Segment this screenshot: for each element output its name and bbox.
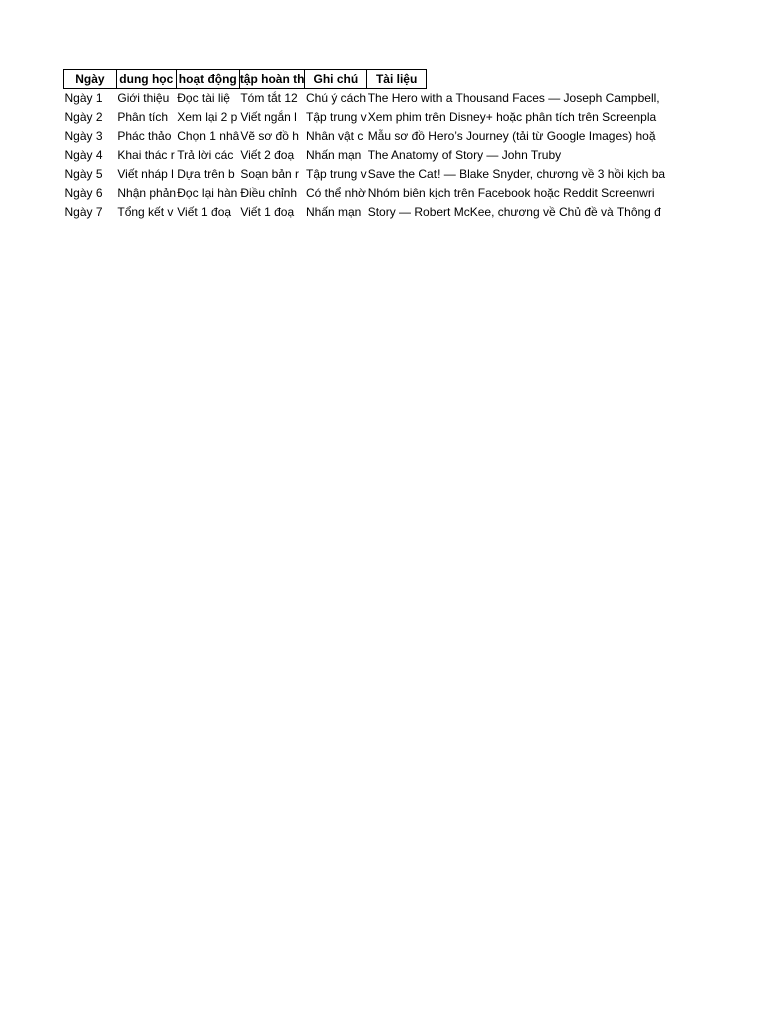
cell-content[interactable]: Phân tích [117, 110, 169, 124]
cell-exercise[interactable]: Tóm tắt 12 [240, 91, 298, 105]
cell-resources[interactable]: Nhóm biên kịch trên Facebook hoặc Reddit Screenwri [367, 186, 655, 200]
cell-day[interactable]: Ngày 7 [64, 205, 103, 219]
table-row [64, 203, 669, 222]
cell-activity[interactable]: Đọc tài liệ [177, 91, 230, 105]
cell-exercise[interactable]: Điều chỉnh [240, 186, 298, 200]
cell-content[interactable]: Giới thiệu [117, 91, 170, 105]
cell-notes[interactable]: Nhân vật c [305, 129, 364, 143]
cell-resources[interactable]: Xem phim trên Disney+ hoặc phân tích trên Screenpla [367, 110, 657, 124]
header-cell-notes[interactable]: Ghi chú [305, 70, 367, 89]
cell-resources[interactable]: Mẫu sơ đồ Hero’s Journey (tải từ Google Images) hoặ [367, 129, 656, 143]
header-row [64, 70, 669, 89]
cell-exercise[interactable]: Viết 2 đoạ [240, 148, 295, 162]
schedule-table [63, 69, 668, 222]
cell-content[interactable]: Viết nháp l [117, 167, 174, 181]
cell-day[interactable]: Ngày 1 [64, 91, 103, 105]
cell-activity[interactable]: Đọc lại hàn [177, 186, 238, 200]
cell-resources[interactable]: Story — Robert McKee, chương về Chủ đề và Thông đ [367, 205, 661, 219]
cell-activity[interactable]: Chọn 1 nhâ [177, 129, 240, 143]
header-cell-exercise[interactable]: tập hoàn th [239, 70, 305, 89]
cell-notes[interactable]: Nhấn mạn [305, 148, 362, 162]
table-row [64, 184, 669, 203]
spreadsheet-area [63, 69, 668, 222]
cell-content[interactable]: Khai thác r [117, 148, 175, 162]
cell-resources[interactable]: The Anatomy of Story — John Truby [367, 148, 562, 162]
header-cell-day[interactable]: Ngày [64, 70, 117, 89]
cell-notes[interactable]: Tập trung v [305, 110, 367, 124]
cell-exercise[interactable]: Vẽ sơ đồ h [240, 129, 299, 143]
table-row [64, 89, 669, 109]
cell-exercise[interactable]: Viết 1 đoạ [240, 205, 295, 219]
header-cell-resources[interactable]: Tài liệu [367, 70, 427, 89]
cell-activity[interactable]: Trả lời các [177, 148, 234, 162]
table-row [64, 165, 669, 184]
cell-content[interactable]: Nhận phản [117, 186, 177, 200]
header-cell-content[interactable]: dung học [116, 70, 176, 89]
cell-day[interactable]: Ngày 4 [64, 148, 103, 162]
header-cell-activity[interactable]: hoạt động [176, 70, 239, 89]
cell-notes[interactable]: Có thể nhờ [305, 186, 366, 200]
cell-exercise[interactable]: Soạn bản r [240, 167, 300, 181]
cell-exercise[interactable]: Viết ngắn l [240, 110, 297, 124]
cell-activity[interactable]: Xem lại 2 p [177, 110, 238, 124]
cell-day[interactable]: Ngày 6 [64, 186, 103, 200]
header-cell-blank[interactable] [427, 70, 668, 89]
cell-notes[interactable]: Tập trung v [305, 167, 367, 181]
cell-content[interactable]: Phác thảo [117, 129, 172, 143]
cell-activity[interactable]: Dựa trên b [177, 167, 235, 181]
cell-resources[interactable]: Save the Cat! — Blake Snyder, chương về 3 hồi kịch ba [367, 167, 666, 181]
cell-day[interactable]: Ngày 3 [64, 129, 103, 143]
cell-notes[interactable]: Chú ý cách [305, 91, 367, 105]
cell-activity[interactable]: Viết 1 đoạ [177, 205, 232, 219]
table-row [64, 146, 669, 165]
cell-day[interactable]: Ngày 5 [64, 167, 103, 181]
cell-resources[interactable]: The Hero with a Thousand Faces — Joseph Campbell, [367, 91, 660, 105]
cell-day[interactable]: Ngày 2 [64, 110, 103, 124]
cell-content[interactable]: Tổng kết v [117, 205, 174, 219]
table-row [64, 127, 669, 146]
cell-notes[interactable]: Nhấn mạn [305, 205, 362, 219]
table-row [64, 108, 669, 127]
